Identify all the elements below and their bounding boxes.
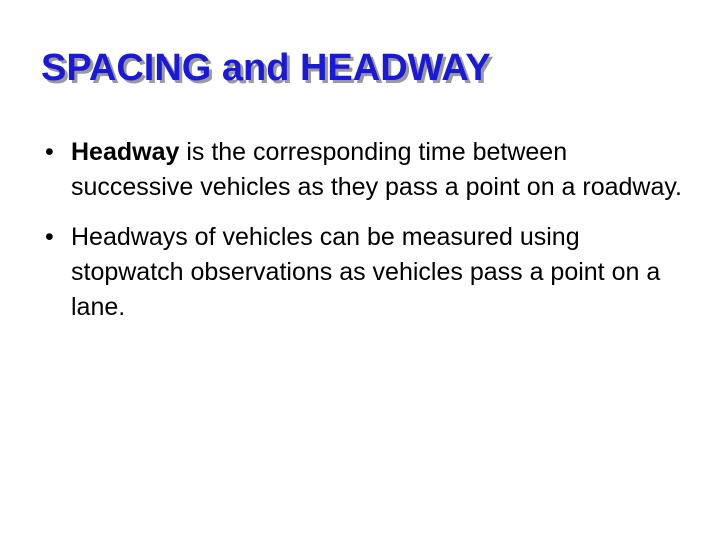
bullet-marker: • (45, 138, 54, 166)
bullet-marker: • (45, 223, 54, 251)
bullet-list (45, 135, 685, 340)
bullet-item-headway-measurement (45, 220, 685, 325)
slide-title: SPACING and HEADWAY (41, 47, 491, 89)
bullet-text: is the corresponding time between successive vehicles as they pass a point on a roadway. (71, 138, 682, 201)
bullet-item-headway-definition (45, 135, 685, 205)
bullet-text: Headways of vehicles can be measured using stopwatch observations as vehicles pass a point on a lane. (71, 223, 661, 321)
bullet-term: Headway (71, 138, 180, 166)
